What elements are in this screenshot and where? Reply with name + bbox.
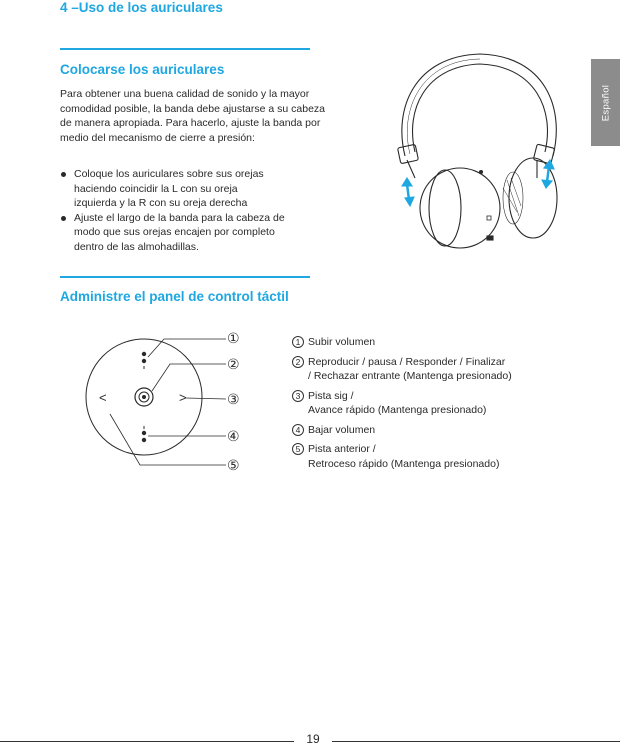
- language-tab-label: Español: [600, 84, 611, 121]
- section-title-wearing: Colocarse los auriculares: [60, 62, 225, 77]
- paragraph-line: de manera apropiada. Para hacerlo, ajuste la banda por: [60, 117, 321, 129]
- list-item-line: Ajuste el largo de la banda para la cabeza de: [74, 211, 285, 224]
- legend-item: [292, 423, 592, 438]
- legend-item: [292, 335, 592, 350]
- list-item-line: izquierda y la R con su oreja derecha: [74, 197, 248, 209]
- volume-up-dot: [142, 352, 146, 356]
- previous-track-icon: <: [99, 390, 107, 405]
- paragraph-line: comodidad posible, la banda debe ajustarse a su cabeza: [60, 102, 326, 115]
- paragraph-line: Para obtener una buena calidad de sonido y la mayor: [60, 88, 310, 100]
- legend-text: Pista anterior /: [308, 443, 376, 455]
- mic-hole: [487, 216, 491, 220]
- intro-paragraph: [60, 87, 380, 145]
- callout-line-2: [152, 364, 226, 391]
- list-item-line: dentro de las almohadillas.: [74, 240, 199, 253]
- arrow-head: [405, 197, 414, 206]
- volume-down-dot: [142, 431, 146, 435]
- earcup-left-cushion: [429, 170, 461, 246]
- legend-number: 5: [292, 443, 304, 455]
- led-dot: [480, 171, 483, 174]
- legend-item: [292, 442, 592, 471]
- legend-number: 2: [292, 356, 304, 368]
- callout-4: ④: [227, 429, 240, 445]
- headband-outer: [402, 54, 556, 156]
- legend-number: 3: [292, 390, 304, 402]
- callout-5: ⑤: [227, 458, 240, 474]
- callout-2: ②: [227, 357, 240, 373]
- instruction-list: [60, 167, 360, 254]
- legend-text: Subir volumen: [308, 336, 376, 348]
- legend-item: [292, 389, 592, 418]
- touch-panel-diagram: [80, 328, 250, 478]
- paragraph-line: medio del mecanismo de cierre a presión:: [60, 131, 255, 144]
- section-title-touch-panel: Administre el panel de control táctil: [60, 289, 289, 304]
- legend-item: [292, 355, 592, 384]
- headphones-illustration: [385, 48, 575, 258]
- arrow-head: [542, 180, 552, 188]
- legend-text: Retroceso rápido (Mantenga presionado): [308, 457, 500, 470]
- chapter-title: 4 –Uso de los auriculares: [60, 0, 223, 15]
- footer-rule-right: [332, 741, 620, 742]
- list-item: [60, 211, 360, 255]
- section-divider: [60, 48, 310, 50]
- list-item-line: modo que sus orejas encajen por completo: [74, 226, 275, 238]
- next-track-icon: >: [179, 390, 187, 405]
- legend-text: Bajar volumen: [308, 423, 376, 436]
- list-item-line: Coloque los auriculares sobre sus orejas: [74, 168, 264, 180]
- callout-3: ③: [227, 392, 240, 408]
- legend-number: 4: [292, 424, 304, 436]
- mesh-hatch: [503, 178, 521, 216]
- play-button-core: [142, 395, 146, 399]
- yoke-left: [407, 160, 415, 178]
- callout-line-1: [148, 339, 226, 357]
- volume-down-dot: [142, 438, 146, 442]
- list-item: [60, 167, 360, 211]
- headband-inner: [413, 64, 548, 152]
- legend-text: Pista sig /: [308, 389, 354, 402]
- volume-up-dot: [142, 359, 146, 363]
- legend-number: 1: [292, 336, 304, 348]
- arrow-head: [402, 178, 412, 186]
- callout-line-3: [186, 398, 226, 399]
- port: [487, 236, 493, 240]
- legend-text: / Rechazar entrante (Mantenga presionado): [308, 370, 512, 382]
- slider-left: [398, 144, 419, 163]
- earcup-right: [509, 158, 557, 238]
- list-item-line: haciendo coincidir la L con su oreja: [74, 182, 238, 195]
- page-number: 19: [306, 732, 320, 746]
- footer-rule-left: [0, 741, 294, 742]
- callout-1: ①: [227, 331, 240, 347]
- language-tab: [591, 59, 620, 146]
- section-divider: [60, 276, 310, 278]
- legend-text: Avance rápido (Mantenga presionado): [308, 404, 487, 416]
- legend-text: Reproducir / pausa / Responder / Finalizar: [308, 355, 506, 368]
- callout-line-5: [110, 414, 226, 465]
- touch-controls-legend: [292, 335, 592, 476]
